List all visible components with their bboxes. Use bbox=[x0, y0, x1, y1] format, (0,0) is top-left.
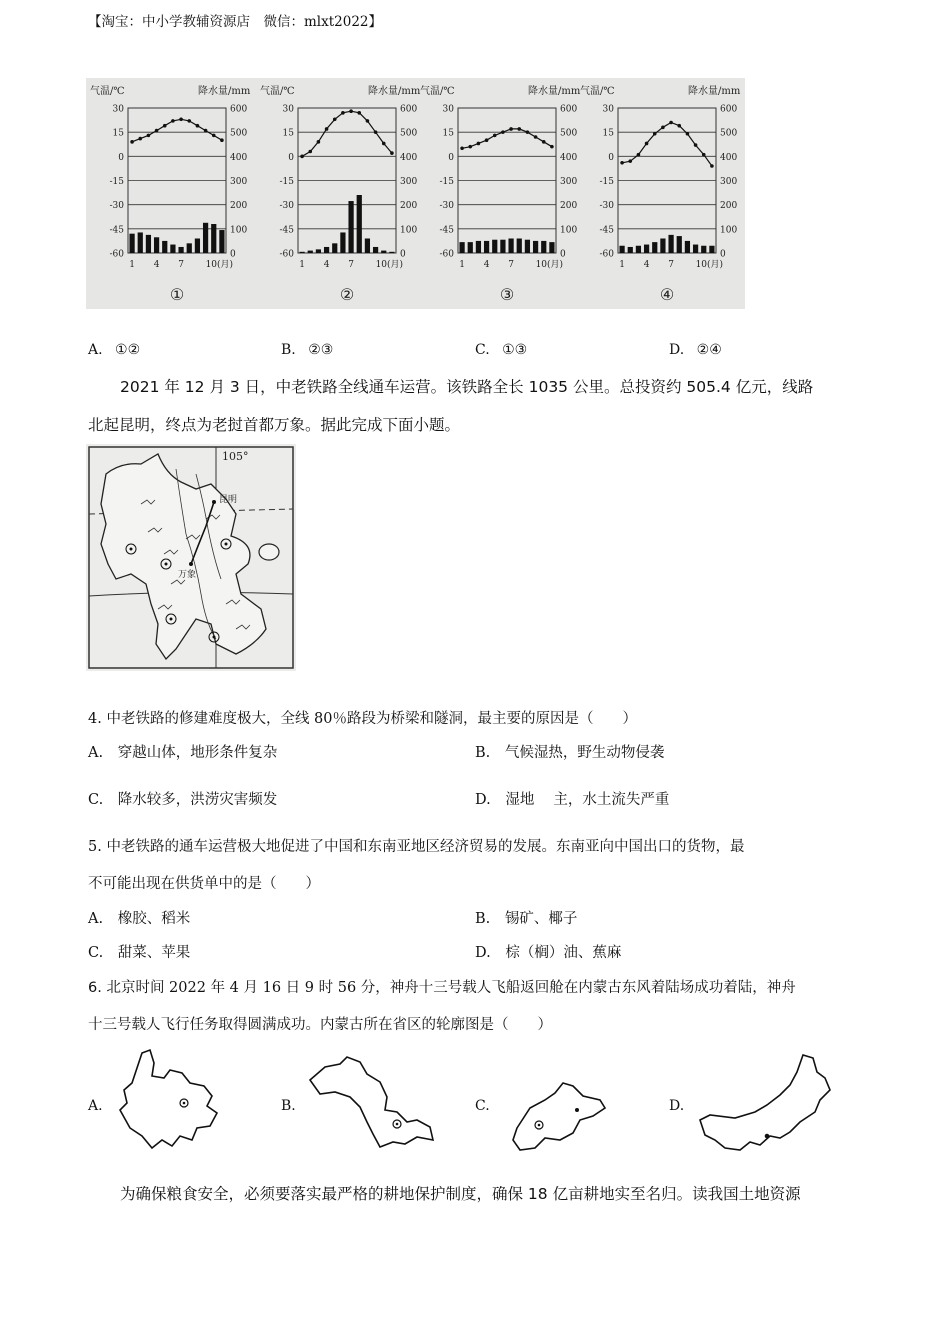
precip-bar bbox=[170, 245, 175, 253]
temp-point bbox=[130, 140, 134, 144]
precip-tick-label: 100 bbox=[230, 225, 248, 236]
precip-bar bbox=[701, 246, 706, 253]
precip-tick-label: 0 bbox=[720, 249, 726, 260]
precip-bar bbox=[340, 232, 345, 253]
temp-point bbox=[637, 153, 641, 157]
precip-bar bbox=[129, 234, 134, 253]
option-text: 橡胶、稻米 bbox=[117, 911, 191, 927]
precip-bar bbox=[628, 247, 633, 253]
climate-charts-svg bbox=[86, 78, 745, 309]
precip-bar bbox=[549, 242, 554, 253]
temp-tick-label: -60 bbox=[599, 249, 614, 260]
temp-tick-label: -30 bbox=[109, 201, 124, 212]
q5-option-a[interactable] bbox=[88, 907, 190, 928]
temp-point bbox=[628, 159, 632, 163]
precip-bar bbox=[652, 242, 657, 253]
temp-tick-label: -15 bbox=[599, 177, 614, 187]
option-letter: A. bbox=[88, 911, 104, 927]
passage-2-line-1: 为确保粮食安全，必须要落实最严格的耕地保护制度，确保 18 亿亩耕地实至名归。读我国土地资源 bbox=[120, 1185, 801, 1203]
month-tick-label: 1 bbox=[299, 260, 305, 270]
temp-tick-label: 15 bbox=[442, 128, 454, 139]
precip-bar bbox=[211, 224, 216, 253]
precip-bar bbox=[541, 241, 546, 253]
precip-axis-title: 降水量/mm bbox=[528, 86, 581, 97]
month-tick-label: 10(月) bbox=[535, 260, 564, 270]
temp-point bbox=[661, 126, 665, 130]
q5-option-c[interactable] bbox=[88, 941, 190, 962]
precip-bar bbox=[644, 245, 649, 253]
option-letter: A. bbox=[88, 342, 103, 358]
precip-bar bbox=[660, 239, 665, 254]
temp-point bbox=[212, 134, 216, 138]
precip-bar bbox=[324, 247, 329, 253]
precip-tick-label: 0 bbox=[560, 249, 566, 260]
temp-tick-label: 30 bbox=[112, 104, 124, 115]
temp-point bbox=[349, 109, 353, 113]
temp-tick-label: -60 bbox=[439, 249, 454, 260]
q4-option-b[interactable] bbox=[475, 741, 664, 762]
precip-bar bbox=[332, 243, 337, 253]
precip-axis-title: 降水量/mm bbox=[198, 86, 251, 97]
temp-point bbox=[485, 138, 489, 142]
temp-tick-label: 0 bbox=[118, 152, 124, 163]
month-tick-label: 7 bbox=[668, 260, 674, 270]
temp-point bbox=[382, 142, 386, 146]
temp-tick-label: -30 bbox=[279, 201, 294, 212]
precip-bar bbox=[459, 242, 464, 253]
precip-bar bbox=[709, 246, 714, 253]
precip-bar bbox=[668, 235, 673, 253]
temp-point bbox=[196, 124, 200, 128]
temp-point bbox=[147, 134, 151, 138]
q3-option-c[interactable] bbox=[475, 342, 527, 358]
precip-tick-label: 600 bbox=[230, 104, 248, 115]
precip-bar bbox=[373, 247, 378, 253]
temp-point bbox=[333, 117, 337, 121]
temp-line bbox=[132, 119, 222, 142]
temp-point bbox=[686, 132, 690, 136]
temp-point bbox=[308, 150, 312, 154]
china-laos-railway-map bbox=[86, 444, 296, 671]
precip-bar bbox=[381, 251, 386, 253]
temp-point bbox=[390, 151, 394, 155]
temp-point bbox=[550, 145, 554, 149]
option-letter: D. bbox=[475, 792, 491, 808]
option-letter: C. bbox=[88, 792, 104, 808]
temp-tick-label: -15 bbox=[439, 177, 454, 187]
temp-tick-label: -45 bbox=[279, 225, 294, 236]
precip-tick-label: 200 bbox=[560, 201, 578, 212]
temp-point bbox=[220, 138, 224, 142]
temp-point bbox=[317, 140, 321, 144]
temp-point bbox=[526, 130, 530, 134]
city-kunming-label: 昆明 bbox=[219, 495, 238, 505]
q6-stem-line-2: 十三号载人飞行任务取得圆满成功。内蒙古所在省区的轮廓图是（ ） bbox=[88, 1017, 552, 1033]
temp-tick-label: -45 bbox=[109, 225, 124, 236]
precip-bar bbox=[308, 251, 313, 253]
temp-line bbox=[302, 111, 392, 156]
q4-stem: 4. 中老铁路的修建难度极大，全线 80％路段为桥梁和隧洞，最主要的原因是（ ） bbox=[88, 711, 638, 727]
option-text: 甜菜、苹果 bbox=[117, 945, 191, 961]
month-tick-label: 10(月) bbox=[205, 260, 234, 270]
precip-tick-label: 300 bbox=[230, 177, 248, 187]
city-vientiane-label: 万象 bbox=[178, 570, 197, 580]
q6-option-d-letter[interactable]: D. bbox=[669, 1098, 685, 1114]
temp-tick-label: -15 bbox=[279, 177, 294, 187]
q3-option-b[interactable] bbox=[281, 342, 333, 358]
month-tick-label: 1 bbox=[129, 260, 135, 270]
precip-bar bbox=[484, 241, 489, 253]
temp-point bbox=[517, 127, 521, 131]
temp-tick-label: 30 bbox=[282, 104, 294, 115]
inner-mongolia-outline-icon[interactable] bbox=[695, 1050, 840, 1162]
precip-bar bbox=[146, 235, 151, 253]
precip-bar bbox=[203, 223, 208, 253]
chart-number-label: ④ bbox=[659, 285, 675, 304]
precip-bar bbox=[636, 246, 641, 253]
precip-bar bbox=[619, 246, 624, 253]
option-letter: B. bbox=[475, 745, 491, 761]
temp-point bbox=[163, 124, 167, 128]
q5-option-b[interactable] bbox=[475, 907, 577, 928]
temp-point bbox=[366, 119, 370, 123]
temp-axis-title: 气温/℃ bbox=[420, 86, 455, 97]
climate-charts-figure bbox=[86, 78, 745, 309]
chart-number-label: ② bbox=[339, 285, 355, 304]
temp-point bbox=[493, 134, 497, 138]
precip-bar bbox=[187, 243, 192, 253]
temp-point bbox=[300, 155, 304, 159]
q5-stem-line-1: 5. 中老铁路的通车运营极大地促进了中国和东南亚地区经济贸易的发展。东南亚向中国出口的货物，最 bbox=[88, 839, 745, 855]
temp-point bbox=[645, 142, 649, 146]
precip-tick-label: 600 bbox=[400, 104, 418, 115]
temp-tick-label: 0 bbox=[288, 152, 294, 163]
temp-axis-title: 气温/℃ bbox=[580, 86, 615, 97]
temp-point bbox=[374, 130, 378, 134]
precip-bar bbox=[476, 241, 481, 253]
precip-tick-label: 600 bbox=[560, 104, 578, 115]
option-text: 气候湿热，野生动物侵袭 bbox=[504, 745, 665, 761]
temp-axis-title: 气温/℃ bbox=[90, 86, 125, 97]
option-letter: B. bbox=[475, 911, 491, 927]
option-text: 棕（榈）油、蕉麻 bbox=[505, 945, 622, 961]
page-header: 【淘宝：中小学教辅资源店 微信：mlxt2022】 bbox=[88, 14, 383, 30]
temp-axis-title: 气温/℃ bbox=[260, 86, 295, 97]
option-text: 湿地 主，水土流失严重 bbox=[505, 792, 670, 808]
temp-point bbox=[138, 137, 142, 141]
q6-option-a-letter[interactable]: A. bbox=[88, 1098, 103, 1114]
temp-point bbox=[468, 145, 472, 149]
option-letter: D. bbox=[475, 945, 491, 961]
precip-bar bbox=[533, 241, 538, 253]
temp-tick-label: -60 bbox=[279, 249, 294, 260]
month-tick-label: 4 bbox=[323, 260, 330, 270]
temp-tick-label: -15 bbox=[109, 177, 124, 187]
temp-point bbox=[542, 140, 546, 144]
precip-tick-label: 0 bbox=[230, 249, 236, 260]
precip-bar bbox=[138, 232, 143, 253]
temp-tick-label: -30 bbox=[599, 201, 614, 212]
temp-tick-label: -45 bbox=[599, 225, 614, 236]
precip-bar bbox=[389, 252, 394, 253]
precip-tick-label: 600 bbox=[720, 104, 738, 115]
precip-bar bbox=[154, 237, 159, 253]
month-tick-label: 4 bbox=[643, 260, 650, 270]
month-tick-label: 10(月) bbox=[695, 260, 724, 270]
temp-point bbox=[155, 129, 159, 133]
precip-tick-label: 400 bbox=[230, 152, 248, 163]
month-tick-label: 7 bbox=[178, 260, 184, 270]
temp-point bbox=[204, 129, 208, 133]
precip-bar bbox=[508, 239, 513, 254]
temp-tick-label: -60 bbox=[109, 249, 124, 260]
q6-number: 6. bbox=[88, 980, 102, 996]
precip-bar bbox=[316, 249, 321, 253]
precip-tick-label: 200 bbox=[230, 201, 248, 212]
precip-bar bbox=[178, 247, 183, 253]
temp-point bbox=[710, 164, 714, 168]
precip-bar bbox=[468, 242, 473, 253]
precip-bar bbox=[299, 252, 304, 253]
temp-tick-label: 15 bbox=[602, 128, 614, 139]
precip-tick-label: 400 bbox=[400, 152, 418, 163]
temp-tick-label: 30 bbox=[442, 104, 454, 115]
precip-tick-label: 300 bbox=[560, 177, 578, 187]
month-tick-label: 4 bbox=[153, 260, 160, 270]
precip-bar bbox=[348, 201, 353, 253]
option-text: 穿越山体，地形条件复杂 bbox=[117, 745, 278, 761]
q3-option-a[interactable] bbox=[88, 342, 140, 358]
precip-tick-label: 200 bbox=[400, 201, 418, 212]
temp-point bbox=[460, 146, 464, 150]
chart-number-label: ① bbox=[169, 285, 185, 304]
temp-point bbox=[357, 111, 361, 115]
month-tick-label: 1 bbox=[459, 260, 465, 270]
precip-bar bbox=[500, 240, 505, 253]
temp-point bbox=[509, 127, 513, 131]
month-tick-label: 7 bbox=[348, 260, 354, 270]
option-text: 降水较多，洪涝灾害频发 bbox=[117, 792, 278, 808]
precip-tick-label: 500 bbox=[560, 128, 578, 139]
q5-option-d[interactable] bbox=[475, 941, 621, 962]
temp-point bbox=[477, 142, 481, 146]
precip-tick-label: 100 bbox=[560, 225, 578, 236]
precip-bar bbox=[357, 195, 362, 253]
temp-tick-label: 30 bbox=[602, 104, 614, 115]
yunnan-outline-icon[interactable] bbox=[112, 1048, 242, 1158]
option-letter: B. bbox=[281, 342, 296, 358]
precip-bar bbox=[677, 236, 682, 253]
chart-number-label: ③ bbox=[499, 285, 515, 304]
temp-tick-label: -30 bbox=[439, 201, 454, 212]
temp-tick-label: 0 bbox=[608, 152, 614, 163]
precip-bar bbox=[685, 241, 690, 253]
temp-point bbox=[341, 111, 345, 115]
option-letter: A. bbox=[88, 745, 104, 761]
q3-option-d[interactable] bbox=[669, 342, 722, 358]
gansu-outline-icon[interactable] bbox=[305, 1052, 440, 1152]
temp-point bbox=[669, 121, 673, 125]
precip-bar bbox=[365, 239, 370, 254]
month-tick-label: 7 bbox=[508, 260, 514, 270]
precip-tick-label: 100 bbox=[400, 225, 418, 236]
precip-bar bbox=[492, 240, 497, 253]
option-text: ②③ bbox=[308, 342, 334, 358]
month-tick-label: 4 bbox=[483, 260, 490, 270]
option-text: ①② bbox=[115, 342, 141, 358]
option-text: 锡矿、椰子 bbox=[504, 911, 578, 927]
option-letter: C. bbox=[475, 342, 490, 358]
q5-stem-line-2: 不可能出现在供货单中的是（ ） bbox=[88, 876, 320, 892]
option-letter: C. bbox=[88, 945, 104, 961]
precip-tick-label: 300 bbox=[720, 177, 738, 187]
option-letter: D. bbox=[669, 342, 685, 358]
precip-bar bbox=[162, 241, 167, 253]
option-text: ②④ bbox=[696, 342, 722, 358]
q6-option-c-letter[interactable]: C. bbox=[475, 1098, 490, 1114]
precip-tick-label: 500 bbox=[400, 128, 418, 139]
temp-point bbox=[653, 132, 657, 136]
temp-line bbox=[622, 123, 712, 167]
precip-tick-label: 400 bbox=[720, 152, 738, 163]
q6-option-b-letter[interactable]: B. bbox=[281, 1098, 296, 1114]
month-tick-label: 1 bbox=[619, 260, 625, 270]
temp-point bbox=[702, 153, 706, 157]
temp-point bbox=[501, 130, 505, 134]
precip-tick-label: 300 bbox=[400, 177, 418, 187]
temp-point bbox=[179, 117, 183, 121]
temp-point bbox=[187, 119, 191, 123]
temp-point bbox=[534, 135, 538, 139]
temp-tick-label: 15 bbox=[282, 128, 294, 139]
precip-tick-label: 400 bbox=[560, 152, 578, 163]
precip-tick-label: 500 bbox=[230, 128, 248, 139]
q6-stem-text: 北京时间 2022 年 4 月 16 日 9 时 56 分，神舟十三号载人飞船返回舱在内蒙古东风着陆场成功着陆，神舟 bbox=[106, 980, 796, 996]
passage-1-line-2: 北起昆明，终点为老挝首都万象。据此完成下面小题。 bbox=[88, 416, 461, 434]
option-text: ①③ bbox=[502, 342, 528, 358]
precip-bar bbox=[525, 240, 530, 253]
precip-tick-label: 0 bbox=[400, 249, 406, 260]
passage-1-line-1: 2021 年 12 月 3 日，中老铁路全线通车运营。该铁路全长 1035 公里。总投资约 505.4 亿元，线路 bbox=[120, 378, 814, 396]
q6-stem-line-1 bbox=[88, 976, 796, 997]
precip-bar bbox=[219, 230, 224, 253]
temp-point bbox=[620, 161, 624, 165]
temp-tick-label: 15 bbox=[112, 128, 124, 139]
temp-point bbox=[677, 124, 681, 128]
q4-option-d[interactable] bbox=[475, 788, 669, 809]
precip-tick-label: 200 bbox=[720, 201, 738, 212]
shandong-outline-icon[interactable] bbox=[505, 1078, 615, 1158]
precip-bar bbox=[693, 245, 698, 253]
degree-label: 105° bbox=[222, 450, 249, 463]
temp-point bbox=[171, 119, 175, 123]
temp-tick-label: -45 bbox=[439, 225, 454, 236]
precip-axis-title: 降水量/mm bbox=[368, 86, 421, 97]
temp-tick-label: 0 bbox=[448, 152, 454, 163]
map-svg bbox=[86, 444, 296, 671]
precip-tick-label: 100 bbox=[720, 225, 738, 236]
precip-tick-label: 500 bbox=[720, 128, 738, 139]
temp-point bbox=[325, 127, 329, 131]
month-tick-label: 10(月) bbox=[375, 260, 404, 270]
temp-point bbox=[694, 143, 698, 147]
q4-option-c[interactable] bbox=[88, 788, 277, 809]
q4-option-a[interactable] bbox=[88, 741, 277, 762]
precip-bar bbox=[195, 239, 200, 254]
precip-axis-title: 降水量/mm bbox=[688, 86, 741, 97]
precip-bar bbox=[517, 239, 522, 254]
